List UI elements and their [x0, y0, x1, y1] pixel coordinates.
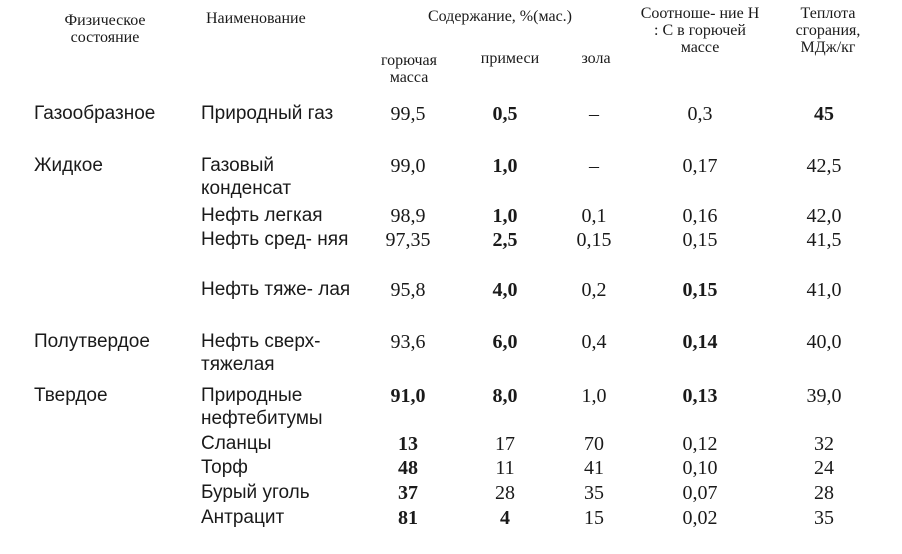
header-name: Наименование [206, 10, 306, 27]
row-name: Природный газ [201, 103, 334, 124]
row-combustible: 37 [398, 482, 418, 504]
row-combustible: 13 [398, 433, 418, 455]
row-heat: 45 [814, 103, 834, 125]
row-impurities: 6,0 [492, 331, 518, 353]
row-ratio: 0,10 [682, 457, 718, 479]
row-heat: 35 [814, 507, 834, 529]
row-heat: 41,0 [806, 279, 842, 301]
row-ratio: 0,14 [682, 331, 718, 353]
row-name: Природные нефтебитумы [201, 385, 323, 429]
row-state: Полутвердое [34, 331, 150, 352]
row-combustible: 98,9 [390, 205, 426, 227]
row-ash: 41 [584, 457, 604, 479]
row-ash: 35 [584, 482, 604, 504]
header-combustible: горючая масса [380, 52, 437, 86]
row-name: Нефть сверх- тяжелая [201, 331, 321, 375]
row-name: Антрацит [201, 507, 285, 528]
row-ratio: 0,07 [682, 482, 718, 504]
row-ash: – [589, 155, 599, 177]
header-impurities: примеси [480, 50, 540, 67]
row-ash: 0,2 [581, 279, 607, 301]
row-ratio: 0,02 [682, 507, 718, 529]
row-ratio: 0,15 [682, 229, 718, 251]
row-impurities: 11 [495, 457, 515, 479]
row-heat: 39,0 [806, 385, 842, 407]
row-ash: 0,15 [576, 229, 612, 251]
row-ratio: 0,13 [682, 385, 718, 407]
row-combustible: 95,8 [390, 279, 426, 301]
row-ratio: 0,17 [682, 155, 718, 177]
row-state: Газообразное [34, 103, 156, 124]
row-heat: 42,5 [806, 155, 842, 177]
row-state: Твердое [34, 385, 108, 406]
header-heat: Теплота сгорания, МДж/кг [795, 5, 861, 56]
row-state: Жидкое [34, 155, 103, 176]
row-combustible: 97,35 [385, 229, 431, 251]
row-combustible: 99,0 [390, 155, 426, 177]
row-heat: 42,0 [806, 205, 842, 227]
row-name: Сланцы [201, 433, 272, 454]
row-name: Нефть сред- няя [201, 229, 349, 250]
row-ash: 0,4 [581, 331, 607, 353]
row-impurities: 0,5 [492, 103, 518, 125]
header-state: Физическое состояние [64, 12, 146, 46]
row-heat: 40,0 [806, 331, 842, 353]
row-name: Нефть легкая [201, 205, 323, 226]
row-impurities: 4,0 [492, 279, 518, 301]
row-heat: 24 [814, 457, 834, 479]
row-combustible: 81 [398, 507, 418, 529]
header-ash: зола [581, 50, 611, 67]
row-combustible: 91,0 [390, 385, 426, 407]
row-ratio: 0,15 [682, 279, 718, 301]
row-impurities: 8,0 [492, 385, 518, 407]
row-impurities: 4 [500, 507, 510, 529]
row-name: Газовый конденсат [201, 155, 292, 199]
row-heat: 41,5 [806, 229, 842, 251]
row-ash: 1,0 [581, 385, 607, 407]
row-ash: – [589, 103, 599, 125]
row-name: Бурый уголь [201, 482, 310, 503]
row-ratio: 0,3 [687, 103, 713, 125]
row-impurities: 17 [495, 433, 515, 455]
row-combustible: 93,6 [390, 331, 426, 353]
row-heat: 28 [814, 482, 834, 504]
row-name: Нефть тяже- лая [201, 279, 351, 300]
header-content: Содержание, %(мас.) [427, 8, 573, 25]
row-combustible: 99,5 [390, 103, 426, 125]
row-heat: 32 [814, 433, 834, 455]
row-ash: 0,1 [581, 205, 607, 227]
row-ratio: 0,16 [682, 205, 718, 227]
row-ratio: 0,12 [682, 433, 718, 455]
row-ash: 70 [584, 433, 604, 455]
row-name: Торф [201, 457, 248, 478]
row-impurities: 28 [495, 482, 515, 504]
row-impurities: 1,0 [492, 205, 518, 227]
row-impurities: 2,5 [492, 229, 518, 251]
row-ash: 15 [584, 507, 604, 529]
row-impurities: 1,0 [492, 155, 518, 177]
row-combustible: 48 [398, 457, 418, 479]
header-ratio: Соотноше- ние H : C в горючей массе [640, 5, 760, 56]
